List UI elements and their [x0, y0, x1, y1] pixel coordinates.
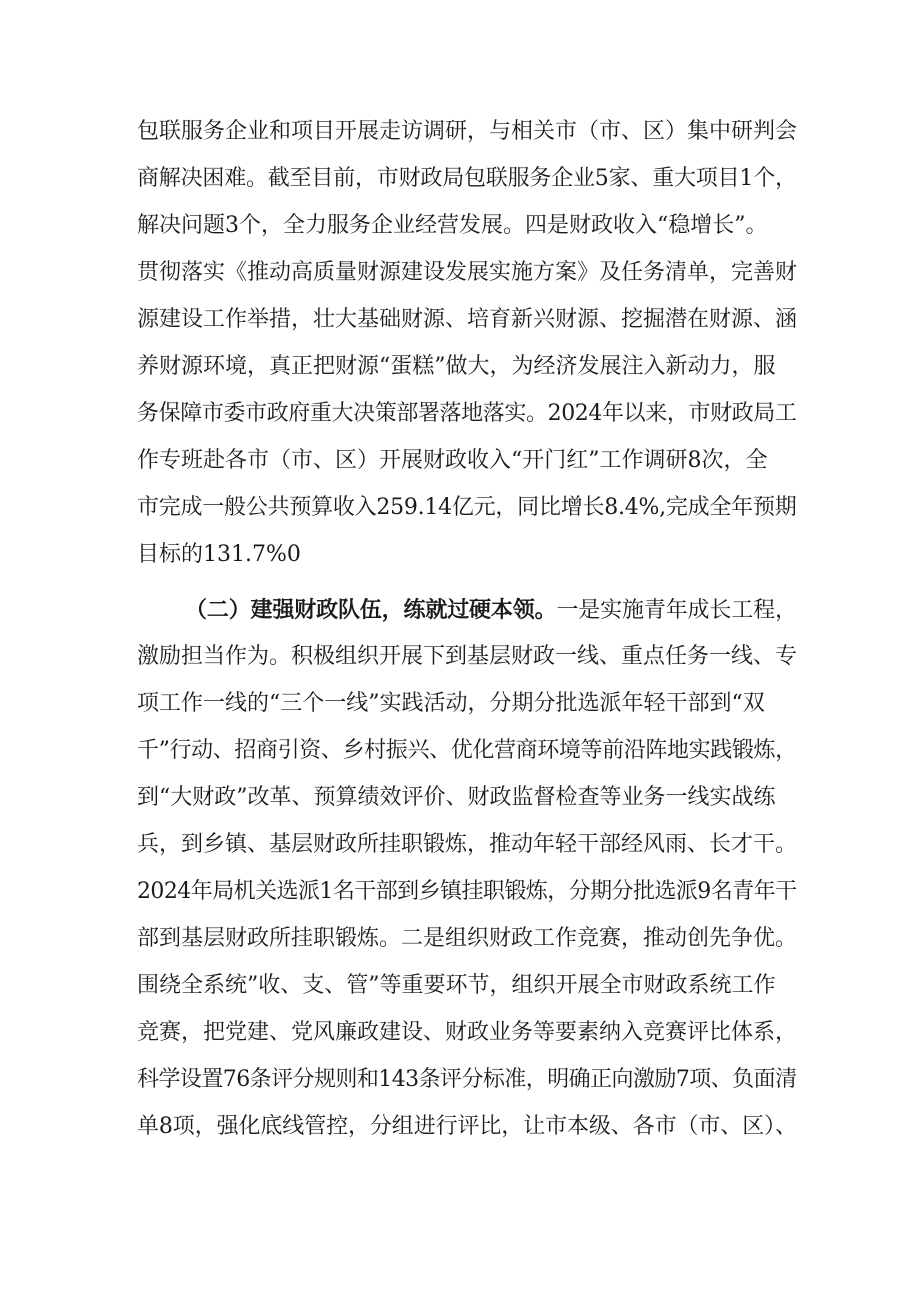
- text-line: 包联服务企业和项目开展走访调研，与相关市（市、区）集中研判会: [137, 119, 798, 144]
- text-line: 科学设置76条评分规则和143条评分标准，明确正向激励7项、负面清: [137, 1067, 797, 1092]
- text-line: 竞赛，把党建、党风廉政建设、财政业务等要素纳入竞赛评比体系，: [137, 1020, 798, 1045]
- text-line: 千”行动、招商引资、乡村振兴、优化营商环境等前沿阵地实践锻炼，: [137, 738, 797, 763]
- text-line: 市完成一般公共预算收入259.14亿元，同比增长8.4%,完成全年预期: [137, 495, 797, 520]
- text-line: 贯彻落实《推动高质量财源建设发展实施方案》及任务清单，完善财: [137, 260, 798, 285]
- section-heading-rest: 一是实施青年成长工程，: [556, 598, 797, 623]
- text-line: 单8项，强化底线管控，分组进行评比，让市本级、各市（市、区）、: [137, 1114, 797, 1139]
- text-line: 部到基层财政所挂职锻炼。二是组织财政工作竞赛，推动创先争优。: [137, 926, 798, 951]
- text-line: 源建设工作举措，壮大基础财源、培育新兴财源、挖掘潜在财源、涵: [137, 307, 798, 332]
- section-heading: （二）建强财政队伍，练就过硬本领。: [185, 597, 557, 623]
- text-line: 解决问题3个，全力服务企业经营发展。四是财政收入“稳增长”。: [137, 213, 768, 238]
- text-line: 项工作一线的“三个一线”实践活动，分期分批选派年轻干部到“双: [137, 691, 765, 716]
- text-line: 作专班赴各市（市、区）开展财政收入“开门红”工作调研8次，全: [137, 448, 768, 473]
- text-line: 目标的131.7%0: [137, 542, 301, 567]
- text-line: 兵，到乡镇、基层财政所挂职锻炼，推动年轻干部经风雨、长才干。: [137, 832, 798, 857]
- text-line: 围绕全系统”收、支、管”等重要环节，组织开展全市财政系统工作: [137, 973, 776, 998]
- text-line: 养财源环境，真正把财源“蛋糕”做大，为经济发展注入新动力，服: [137, 354, 776, 379]
- section-heading-line: [185, 590, 797, 630]
- text-line: 到“大财政”改革、预算绩效评价、财政监督检查等业务一线实战练: [137, 785, 776, 810]
- text-line: 商解决困难。截至目前，市财政局包联服务企业5家、重大项目1个，: [137, 166, 797, 191]
- text-line: 激励担当作为。积极组织开展下到基层财政一线、重点任务一线、专: [137, 644, 798, 669]
- text-line: 2024年局机关选派1名干部到乡镇挂职锻炼，分期分批选派9名青年干: [137, 879, 797, 904]
- text-line: 务保障市委市政府重大决策部署落地落实。2024年以来，市财政局工: [137, 401, 797, 426]
